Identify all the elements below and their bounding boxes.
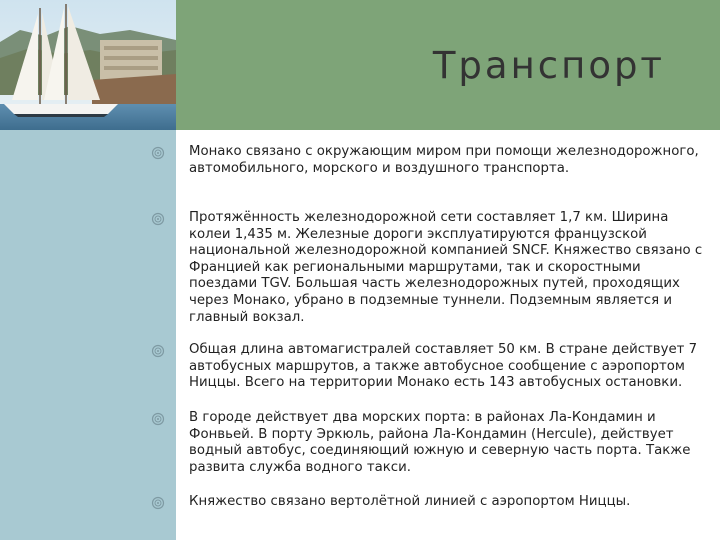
sailboat-photo bbox=[0, 0, 176, 130]
bullet-text: Протяжённость железнодорожной сети составляет 1,7 км. Ширина колеи 1,435 м. Железные дороги эксплуатируются французской национальной железнодорожной компанией SNCF. Княжество связано с Францией как региональными маршрутами, так и скоростными поездами TGV. Большая часть железнодорожных путей, проходящих через Монако, убрано в подземные туннели. Подземным является и главный вокзал. bbox=[189, 210, 703, 325]
bullet-text: В городе действует два морских порта: в районах Ла-Кондамин и Фонвьей. В порту Эркюль, района Ла-Кондамин (Hercule), действует водный автобус, соединяющий южную и северную часть порта. Также развита служба водного такси. bbox=[189, 410, 691, 475]
circle-target-icon bbox=[151, 343, 165, 357]
content-area bbox=[176, 130, 720, 540]
circle-target-icon bbox=[151, 411, 165, 425]
bullet-text: Монако связано с окружающим миром при помощи железнодорожного, автомобильного, морского и воздушного транспорта. bbox=[189, 144, 699, 176]
circle-target-icon bbox=[151, 211, 165, 225]
circle-target-icon bbox=[151, 145, 165, 159]
page-title: Транспорт bbox=[432, 44, 665, 87]
bullet-text: Княжество связано вертолётной линией с аэропортом Ниццы. bbox=[189, 494, 631, 509]
bullet-text: Общая длина автомагистралей составляет 50 км. В стране действует 7 автобусных маршрутов, а также автобусное сообщение с аэропортом Ниццы. Всего на территории Монако есть 143 автобусных остановки. bbox=[189, 342, 698, 391]
title-band bbox=[176, 0, 720, 130]
circle-target-icon bbox=[151, 495, 165, 509]
